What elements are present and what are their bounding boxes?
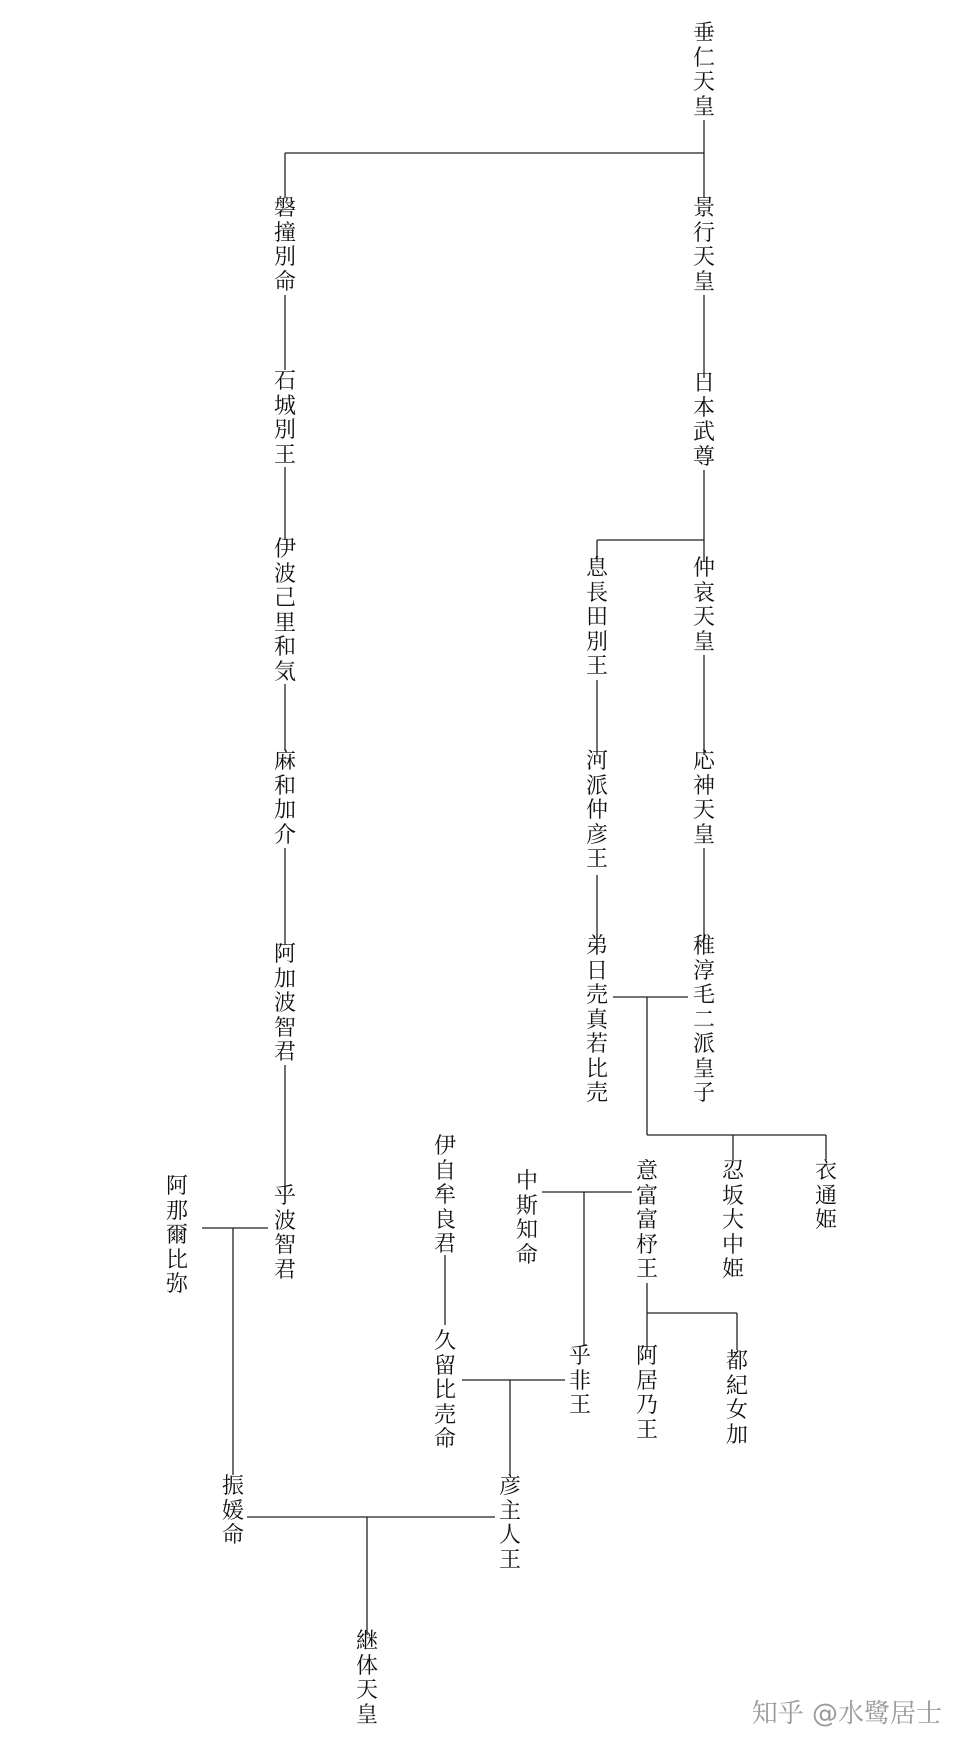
node-iwatsuku: 磐撞別命: [273, 196, 296, 295]
node-suinin: 垂仁天皇: [692, 21, 715, 120]
node-ohi: 乎非王: [568, 1344, 591, 1418]
node-chuai: 仲哀天皇: [692, 556, 715, 655]
node-keiko: 景行天皇: [692, 196, 715, 295]
node-ojin: 応神天皇: [692, 749, 715, 848]
node-aiso: 阿居乃王: [635, 1344, 658, 1443]
node-nakashi: 中斯知命: [515, 1169, 538, 1268]
node-akahachi: 阿加波智君: [273, 942, 296, 1065]
node-anani: 阿那爾比弥: [165, 1174, 188, 1297]
node-ohachi: 乎波智君: [273, 1184, 296, 1283]
node-hikoushi: 彦主人王: [498, 1474, 521, 1573]
node-kawamata: 河派仲彦王: [585, 749, 608, 872]
node-otohi: 弟日売真若比売: [585, 934, 608, 1106]
node-oshisaka: 忍坂大中姫: [721, 1159, 744, 1282]
node-keitai: 継体天皇: [355, 1629, 378, 1728]
node-furihime: 振媛命: [221, 1474, 244, 1548]
node-ijimu: 伊自牟良君: [433, 1134, 456, 1257]
node-kurumi: 久留比売命: [433, 1329, 456, 1452]
node-iwaki: 石城別王: [273, 369, 296, 468]
node-sotoori: 衣通姫: [814, 1159, 837, 1233]
watermark: 知乎 @水鹭居士: [751, 1699, 942, 1729]
node-okinaga: 息長田別王: [585, 556, 608, 679]
node-wakanuke: 稚淳毛二派皇子: [692, 934, 715, 1106]
node-ihako: 伊波己里和気: [273, 537, 296, 685]
node-yamatotakeru: 日本武尊: [692, 371, 715, 470]
node-mawaka: 麻和加介: [273, 749, 296, 848]
node-tsukishi: 都紀女加: [725, 1349, 748, 1448]
node-ohomodo: 意富富杼王: [635, 1159, 658, 1282]
